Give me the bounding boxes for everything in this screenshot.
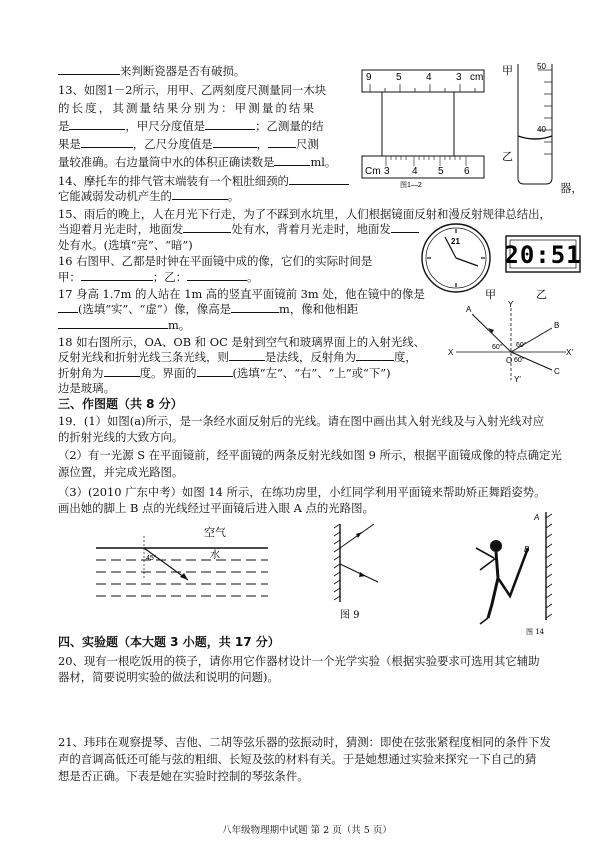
- ruler-diagram: [360, 60, 560, 190]
- blank[interactable]: [69, 119, 125, 130]
- digital-clock-display: 20:51: [504, 241, 582, 269]
- air-label: 空气: [204, 526, 226, 539]
- label-jia: 甲: [502, 64, 513, 77]
- point-b-label: B: [524, 545, 530, 554]
- ruler-bottom-tick: 6: [464, 166, 470, 177]
- water-diagram: [92, 520, 272, 610]
- blank[interactable]: [58, 302, 78, 313]
- blank[interactable]: [58, 64, 120, 75]
- blank[interactable]: [391, 222, 419, 233]
- ruler-trailing-text: 器，: [560, 181, 583, 195]
- blank[interactable]: [81, 270, 153, 281]
- q13-line2: 的长度，其测量结果分别为：甲测量的结果: [58, 101, 317, 115]
- q19-line4: 源位置，并完成光路图。: [58, 465, 184, 479]
- ray-label: X': [566, 348, 573, 357]
- q13-line4: 果是 ，乙尺分度值是 ， 尺测: [58, 137, 319, 151]
- ruler-figure: [360, 60, 560, 190]
- blank[interactable]: [183, 222, 231, 233]
- q19-line3: （2）有一光源 S 在平面镜前，经平面镜的两条反射光线如图 9 所示，根据平面镜成像的特点确定光: [58, 448, 562, 462]
- q17-line1: 17 身高 1.7m 的人站在 1m 高的竖直平面镜前 3m 处，他在镜中的像是: [58, 287, 425, 301]
- blank[interactable]: [274, 155, 310, 166]
- ray-label: Y: [508, 300, 514, 309]
- q17-line2: (选填“实”、“虚”）像，像高是 m，像和他相距: [58, 302, 358, 316]
- angle-label: 60°: [516, 342, 527, 349]
- q13-line5: 量较准确。右边量筒中水的体积正确读数是 ml。: [58, 155, 337, 169]
- q18-line1: 18 如右图所示，OA、OB 和 OC 是射到空气和玻璃界面上的入射光线、: [58, 335, 426, 349]
- q13-line1: 13、如图1－2所示，用甲、乙两刻度尺测量同一木块: [58, 83, 327, 97]
- water-label: 水: [210, 550, 220, 561]
- clock-label-jia: 甲: [485, 288, 496, 301]
- ruler-top-tick: 5: [396, 72, 402, 83]
- blank[interactable]: [356, 350, 394, 361]
- blank[interactable]: [213, 137, 257, 148]
- q14-line1: 14、摩托车的排气管末端装有一个粗肚细颈的: [58, 174, 349, 188]
- q21-line3: 想是否正确。下表是她在实验时控制的琴弦条件。: [58, 769, 309, 783]
- section-3-heading: 三、作图题（共 8 分）: [58, 397, 183, 411]
- fig9-caption: 图 9: [340, 610, 360, 620]
- blank[interactable]: [58, 318, 168, 329]
- q18-line2: 反射光线和折射光线三条光线，则 是法线，反射角为 度，: [58, 350, 417, 364]
- blank[interactable]: [104, 366, 140, 377]
- ruler-top-tick: cm: [470, 72, 484, 83]
- q14-line2: 它能减弱发动机产生的 。: [58, 189, 240, 203]
- blank[interactable]: [268, 137, 296, 148]
- cylinder-tick: 40: [537, 125, 546, 134]
- fig14-caption: 图 14: [526, 628, 545, 636]
- rays-diagram: [448, 300, 578, 384]
- ray-label: C: [554, 367, 560, 376]
- blank[interactable]: [229, 350, 265, 361]
- clock-label-yi: 乙: [536, 288, 547, 301]
- q20-line1: 20、现有一根吃饭用的筷子，请你用它作器材设计一个光学实验（根据实验要求可选用其它辅助: [58, 654, 540, 668]
- q16-line2: 甲： ；乙： 。: [58, 270, 259, 284]
- q19-line2: 的折射光线的大致方向。: [58, 430, 184, 444]
- q18-line4: 边是玻璃。: [58, 381, 115, 395]
- ruler-bottom-tick: 3: [384, 166, 390, 177]
- angle-label: 60°: [492, 344, 503, 351]
- clock-dial-label: 21: [451, 237, 460, 246]
- ruler-top-tick: 9: [366, 72, 372, 83]
- cylinder-tick: 50: [537, 62, 546, 71]
- q16-line1: 16 右图甲、乙都是时钟在平面镜中成的像，它们的实际时间是: [58, 254, 373, 268]
- q15-line1: 15、雨后的晚上，人在月光下行走，为了不踩到水坑里，人们根据镜面反射和漫反射规律总结出，: [58, 207, 551, 221]
- ray-label: X: [448, 348, 454, 357]
- q17-line3: m。: [58, 318, 190, 332]
- ruler-caption: 图1—2: [400, 182, 422, 189]
- point-a-label: A: [534, 513, 540, 522]
- ray-figure: [448, 300, 578, 384]
- q19-line5: （3）(2010 广东中考）如图 14 所示，在练功房里，小红同学利用平面镜来帮助矫正舞蹈姿势。: [58, 485, 546, 499]
- angle-label: 45°: [146, 555, 157, 562]
- page-footer: 八年级物理期中试题 第 2 页（共 5 页）: [222, 825, 392, 836]
- dancer-diagram: [470, 508, 560, 638]
- section-4-heading: 四、实验题（本大题 3 小题，共 17 分）: [58, 635, 280, 649]
- ruler-top-tick: 3: [456, 72, 462, 83]
- blank[interactable]: [197, 366, 233, 377]
- q18-line3: 折射角为 度。界面的 (选填“左”、“右”、“上”或“下”): [58, 366, 391, 380]
- ruler-bottom-tick: Cm: [365, 166, 381, 177]
- blank[interactable]: [172, 189, 228, 200]
- blank[interactable]: [231, 302, 279, 313]
- ray-label: B: [554, 321, 560, 330]
- q15-line2: 当迎着月光走时，地面发 处有水，背着月光走时，地面发: [58, 222, 419, 236]
- ruler-top-tick: 4: [426, 72, 432, 83]
- q19-line1: 19．(1）如图(a)所示，是一条经水面反射后的光线。请在图中画出其入射光线及与入射光线对应: [58, 414, 545, 428]
- clock-figure: [418, 222, 588, 302]
- blank[interactable]: [81, 137, 133, 148]
- q13-line3: 是 ，甲尺分度值是 ；乙测量的结: [58, 119, 324, 133]
- q20-line2: 器材，简要说明实验的做法和说明的问题)。: [58, 670, 279, 684]
- ray-label: Y': [514, 375, 521, 384]
- blank[interactable]: [205, 119, 255, 130]
- ray-label: A: [466, 305, 472, 314]
- q21-line2: 声的音调高低还可能与弦的粗细、长短及弦的材料有关。于是她想通过实验来探究一下自己的猜: [58, 752, 537, 766]
- q15-line3: 处有水。(选填“亮”、“暗”): [58, 238, 193, 252]
- dancer-figure-14: [470, 508, 560, 638]
- blank[interactable]: [187, 270, 247, 281]
- angle-label: 60°: [514, 357, 525, 364]
- clocks-diagram: [418, 222, 588, 302]
- ruler-bottom-tick: 4: [412, 166, 418, 177]
- ray-label: O: [506, 356, 513, 365]
- blank[interactable]: [289, 174, 349, 185]
- q12-tail: 来判断瓷器是否有破损。: [58, 64, 245, 78]
- ruler-bottom-tick: 5: [438, 166, 444, 177]
- mirror-diagram: [312, 520, 392, 620]
- label-yi: 乙: [502, 150, 513, 163]
- q21-line1: 21、玮玮在观察提琴、吉他、二胡等弦乐器的弦振动时，猜测：即使在弦张紧程度相同的条件下发: [58, 735, 551, 749]
- water-figure: [92, 520, 272, 610]
- q19-line6: 画出她的脚上 B 点的光线经过平面镜后进入眼 A 点的光路图。: [58, 501, 374, 515]
- mirror-figure-9: [312, 520, 392, 620]
